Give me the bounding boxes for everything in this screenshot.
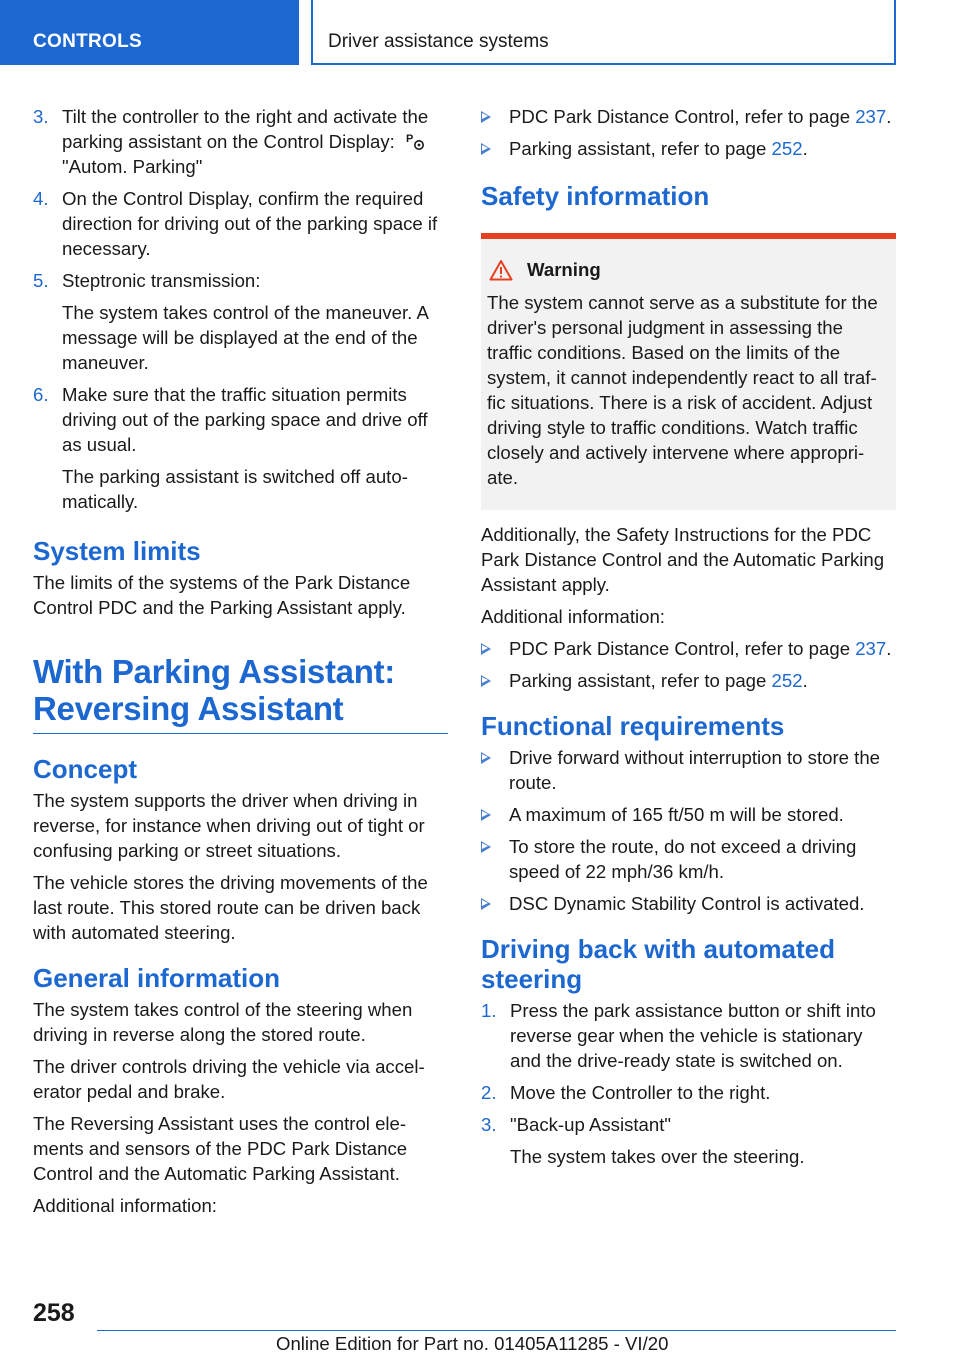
step-text: Press the park assistance button or shift into reverse gear when the vehicle is stationary and the drive-ready state is switched on. bbox=[510, 1000, 876, 1071]
requirement-text: Drive forward without interruption to store the route. bbox=[509, 747, 881, 793]
step-item bbox=[33, 268, 448, 375]
safety-paragraph: Additionally, the Safety Instructions for the PDC Park Distance Control and the Automatic Parking Assistant apply. bbox=[481, 524, 885, 595]
reference-item bbox=[481, 104, 896, 129]
reference-item bbox=[481, 668, 896, 693]
page-link[interactable]: 252 bbox=[771, 670, 803, 691]
safety-information-heading: Safety information bbox=[481, 181, 710, 211]
warning-box bbox=[481, 233, 896, 510]
safety-paragraph: Additional information: bbox=[481, 606, 665, 627]
general-paragraph: The Reversing Assistant uses the control ele‐ments and sensors of the PDC Park Distance Control and the Automatic Parking Assistant. bbox=[33, 1113, 408, 1184]
reference-text: PDC Park Distance Control, refer to page bbox=[509, 638, 856, 659]
step-number: 4. bbox=[33, 188, 49, 209]
step-text-continued: "Autom. Parking" bbox=[62, 156, 203, 177]
step-text: "Back-up Assistant" bbox=[510, 1114, 671, 1135]
step-subtext: The system takes control of the maneuver. A message will be displayed at the end of the maneuver. bbox=[62, 302, 428, 373]
concept-paragraph: The system supports the driver when driving in reverse, for instance when driving out of tight or confusing parking or street situations. bbox=[33, 790, 425, 861]
parking-assistant-icon bbox=[406, 131, 426, 151]
step-item bbox=[33, 104, 448, 179]
requirement-item bbox=[481, 745, 896, 795]
reference-item bbox=[481, 136, 896, 161]
bullet-triangle-icon bbox=[481, 111, 491, 123]
bullet-triangle-icon bbox=[481, 841, 491, 853]
right-column bbox=[481, 104, 896, 1176]
left-column bbox=[33, 104, 448, 1225]
reference-punct: . bbox=[802, 138, 808, 159]
system-limits-heading: System limits bbox=[33, 536, 201, 566]
bullet-triangle-icon bbox=[481, 898, 491, 910]
steps-list-driving-back bbox=[481, 998, 896, 1169]
system-limits-text: The limits of the systems of the Park Distance Control PDC and the Parking Assistant apply. bbox=[33, 572, 411, 618]
main-section-heading: With Parking Assistant: Reversing Assistant bbox=[33, 653, 448, 734]
reference-item bbox=[481, 636, 896, 661]
general-paragraph: The driver controls driving the vehicle via accel‐erator pedal and brake. bbox=[33, 1056, 425, 1102]
general-information-heading: General information bbox=[33, 963, 281, 993]
warning-text: The system cannot serve as a substitute for the driver's personal judgment in assessing the traffic conditions. Based on the limits of the system, it cannot independently react to all traf‐fic situations. There is a risk of accident. Adjust driving style to traffic conditions. Watch traffic closely and actively intervene where appropri‐ate. bbox=[487, 292, 878, 488]
bullet-triangle-icon bbox=[481, 809, 491, 821]
footer-divider bbox=[97, 1330, 896, 1331]
reference-list bbox=[481, 636, 896, 693]
reference-punct: . bbox=[886, 638, 892, 659]
chapter-title: Driver assistance systems bbox=[311, 0, 896, 65]
step-text: On the Control Display, confirm the required direction for driving out of the parking space if necessary. bbox=[62, 188, 438, 259]
driving-back-heading: Driving back with automated steering bbox=[481, 934, 835, 994]
step-subtext: The system takes over the steering. bbox=[510, 1146, 805, 1167]
edition-text: Online Edition for Part no. 01405A11285 - VI/20 bbox=[276, 1333, 669, 1354]
page-number: 258 bbox=[33, 1299, 75, 1327]
step-number: 1. bbox=[481, 1000, 497, 1021]
step-item bbox=[33, 186, 448, 261]
page-link[interactable]: 252 bbox=[771, 138, 803, 159]
requirement-item bbox=[481, 834, 896, 884]
step-text: Move the Controller to the right. bbox=[510, 1082, 771, 1103]
concept-heading: Concept bbox=[33, 754, 137, 784]
requirement-item bbox=[481, 802, 896, 827]
requirements-list bbox=[481, 745, 896, 916]
step-subtext: The parking assistant is switched off auto‐matically. bbox=[62, 466, 408, 512]
reference-list bbox=[481, 104, 896, 161]
reference-text: Parking assistant, refer to page bbox=[509, 670, 772, 691]
reference-punct: . bbox=[802, 670, 808, 691]
reference-text: PDC Park Distance Control, refer to page bbox=[509, 106, 856, 127]
warning-header bbox=[487, 257, 890, 282]
step-item bbox=[481, 998, 896, 1073]
step-item bbox=[481, 1080, 896, 1105]
step-number: 3. bbox=[481, 1114, 497, 1135]
warning-triangle-icon bbox=[489, 259, 513, 281]
step-number: 2. bbox=[481, 1082, 497, 1103]
page-link[interactable]: 237 bbox=[855, 638, 887, 659]
general-paragraph: Additional information: bbox=[33, 1195, 217, 1216]
page-link[interactable]: 237 bbox=[855, 106, 887, 127]
bullet-triangle-icon bbox=[481, 675, 491, 687]
step-text: Tilt the controller to the right and activate the parking assistant on the Control Display: bbox=[62, 106, 429, 152]
svg-text:P: P bbox=[405, 133, 414, 145]
step-item bbox=[33, 382, 448, 514]
reference-punct: . bbox=[886, 106, 892, 127]
step-text: Make sure that the traffic situation permits driving out of the parking space and drive off as usual. bbox=[62, 384, 428, 455]
general-paragraph: The system takes control of the steering when driving in reverse along the stored route. bbox=[33, 999, 413, 1045]
step-item bbox=[481, 1112, 896, 1169]
requirement-text: DSC Dynamic Stability Control is activated. bbox=[509, 893, 865, 914]
step-text: Steptronic transmission: bbox=[62, 270, 261, 291]
bullet-triangle-icon bbox=[481, 143, 491, 155]
reference-text: Parking assistant, refer to page bbox=[509, 138, 772, 159]
bullet-triangle-icon bbox=[481, 752, 491, 764]
step-number: 6. bbox=[33, 384, 49, 405]
concept-paragraph: The vehicle stores the driving movements of the last route. This stored route can be driven back with automated steering. bbox=[33, 872, 428, 943]
functional-requirements-heading: Functional requirements bbox=[481, 711, 785, 741]
requirement-text: To store the route, do not exceed a driving speed of 22 mph/36 km/h. bbox=[509, 836, 857, 882]
requirement-text: A maximum of 165 ft/50 m will be stored. bbox=[509, 804, 844, 825]
warning-title: Warning bbox=[527, 259, 601, 280]
step-number: 5. bbox=[33, 270, 49, 291]
requirement-item bbox=[481, 891, 896, 916]
step-number: 3. bbox=[33, 106, 49, 127]
section-tab: CONTROLS bbox=[0, 0, 299, 65]
steps-list-leave-parking bbox=[33, 104, 448, 514]
bullet-triangle-icon bbox=[481, 643, 491, 655]
